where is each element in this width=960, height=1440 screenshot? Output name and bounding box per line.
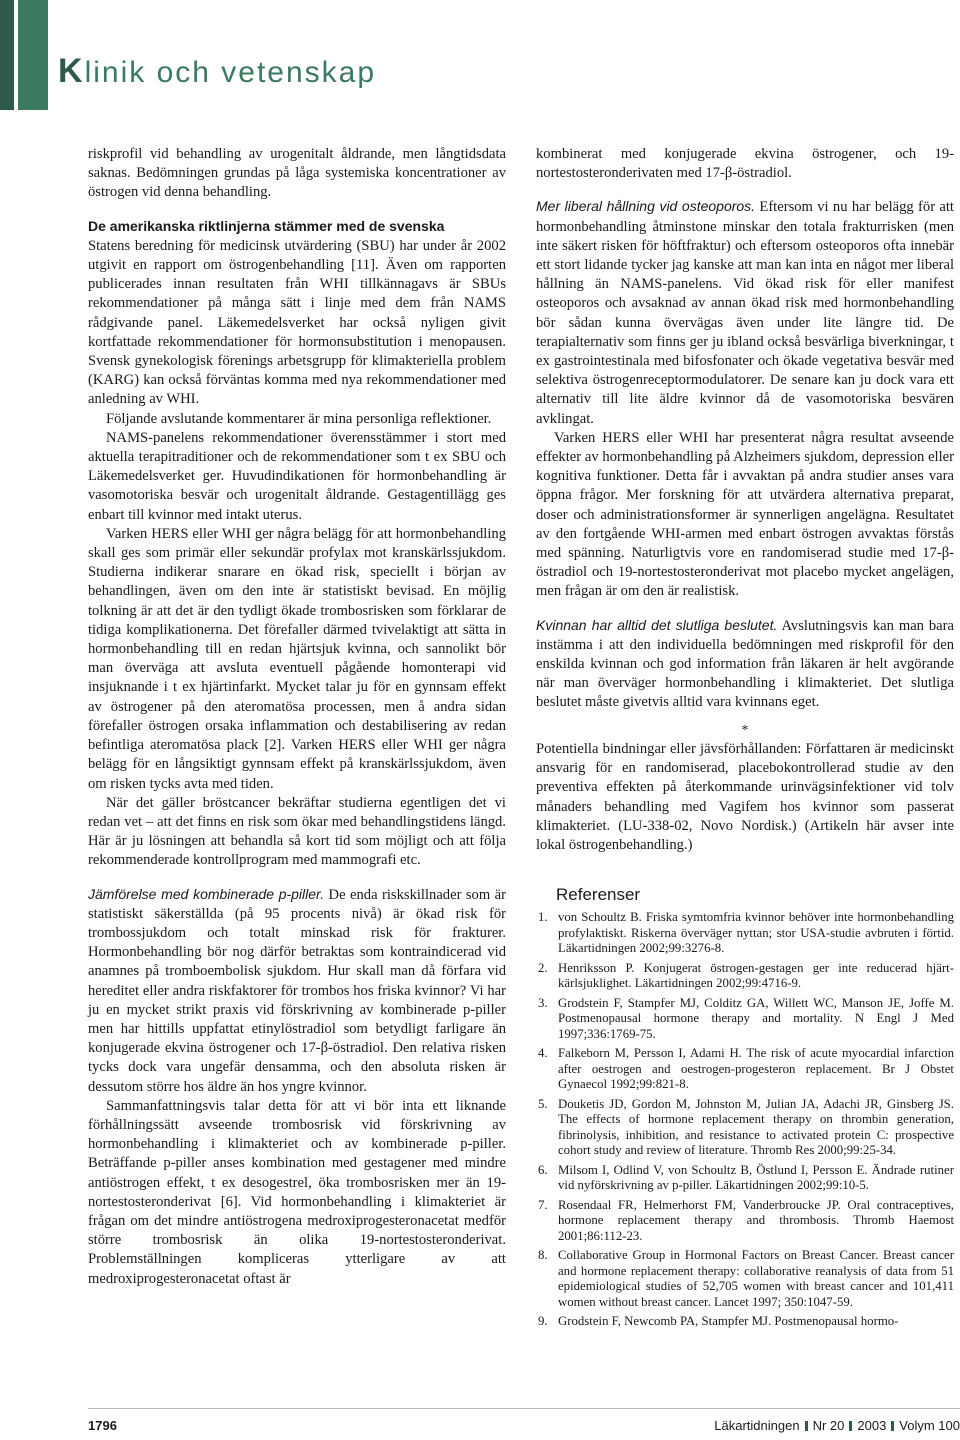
header-stripe-light (18, 0, 48, 110)
section-separator: * (741, 722, 749, 738)
reference-item: 6. Milsom I, Odlind V, von Schoultz B, Östlund I, Persson E. Ändrade rutiner vid nyförskrivning av p-piller. Läkartidningen 2002;99:10-5. (538, 1162, 954, 1193)
journal-info: Läkartidningen Nr 20 2003 Volym 100 (714, 1418, 960, 1433)
reference-item: 2. Henriksson P. Konjugerat östrogen-gestagen ger inte reducerad hjärt-kärlsjuklighet. Läkartidningen 2002;99:4716-9. (538, 960, 954, 991)
paragraph: När det gäller bröstcancer bekräftar studierna egentligen det vi redan vet – att det finns en risk som ökar med behandlingstidens längd. Här är ju lösningen att behandla så kort tid som möjligt och att följa rekommenderade kontrollprogram med mammografi etc. (88, 794, 506, 869)
paragraph: Sammanfattningsvis talar detta för att vi bör inta ett liknande förhållningssätt avseende trombosrisk vid förskrivning av hormonbehandling i klimakteriet och av kombinerade p-piller. Beträffande p-piller anses kombination med gestagener med mindre antiöstrogen effekt, t ex desogestrel, öka trombosrisken mer än 19-nortestosteronderivat [6]. Vid hormonbehandling i klimakteriet är frågan om det mindre antiöstrogena medroxiprogesteronacetat medför större trombosrisk än olika 19-nortestosteronderivat. Problemställningen kompliceras ytterligare av att medroxiprogesteronacetat oftast är (88, 1097, 506, 1287)
left-column (88, 145, 506, 1289)
reference-item: 3. Grodstein F, Stampfer MJ, Colditz GA, Willett WC, Manson JE, Joffe M. Postmenopausal hormone therapy and mortality. N Engl J Med 1997;336:1769-75. (538, 995, 954, 1041)
right-column (536, 145, 954, 1334)
separator-bar (849, 1421, 852, 1431)
reference-item: 4. Falkeborn M, Persson I, Adami H. The risk of acute myocardial infarction after oestrogen and oestrogen-progesteron replacement. Br J Obstet Gynaecol 1992;99:821-8. (538, 1046, 954, 1092)
paragraph: Jämförelse med kombinerade p-piller. De enda riskskillnader som är statistiskt säkerställda (på 95 procents nivå) är ökad risk för trombossjukdom och totalt minskad risk för frakturer. Hormonbehandling bör nog därför betraktas som kontraindicerad vid anamnes på tromboembolisk sjukdom. Hur skall man då förfara vid hereditet eller andra riskfaktorer för trombos hos friska kvinnor? Vi har ju en mycket strikt praxis vid förskrivning av kombinerade p-piller men har hittills uppfattat etinylöstradiol som betydligt farligare än konjugerade ekvina östrogener och 17-β-östradiol. Den relativa risken tycks dock vara ungefär densamma, och den absoluta risken är dessutom större hos äldre än hos yngre kvinnor. (88, 885, 506, 1095)
references-list (536, 910, 954, 1330)
separator-bar (891, 1421, 894, 1431)
paragraph: NAMS-panelens rekommendationer överensstämmer i stort med aktuella terapitraditioner och de rekommendationer som t ex SBU och Läkemedelsverket ger. Huvudindikationen för hormonbehandling är vasomotoriska besvär och urogenitalt åldrande. Gestagentillägg ges enbart till kvinnor med intakt uterus. (88, 429, 506, 523)
page-number: 1796 (88, 1418, 117, 1433)
paragraph: riskprofil vid behandling av urogenitalt åldrande, men långtidsdata saknas. Bedömningen grundas på låga systemiska koncentrationer av östrogen vid denna behandling. (88, 146, 506, 201)
section-lead: Jämförelse med kombinerade p-piller. (88, 885, 325, 902)
paragraph: Mer liberal hållning vid osteoporos. Eftersom vi nu har belägg för att hormonbehandling åtminstone minskar den totala frakturrisken (men inte säkert risken för höftfraktur) och eftersom osteoporos ofta innebär ett stort lidande tycker jag kanske att man kan inta en något mer liberal hållning än NAMS-panelens. Vid ökad risk för eller manifest osteoporos och avsaknad av annan ökad risk med hormonbehandling bör sådan kunna övervägas även under lite längre tid. De terapialternativ som finns ger ju ibland också besvärliga biverkningar, t ex gastrointestinala med bifosfonater och ökade vegetativa besvär med selektiva östrogenreceptormodulatorer. De senare kan ju dock vara ett alternativ till lite äldre kvinnor då de vasomotoriska besvären avklingat. (536, 198, 954, 427)
section-header (0, 0, 960, 130)
section-lead: Kvinnan har alltid det slutliga beslutet. (536, 616, 778, 633)
reference-item: 9. Grodstein F, Newcomb PA, Stampfer MJ. Postmenopausal hormo- (538, 1314, 899, 1329)
reference-item: 8. Collaborative Group in Hormonal Factors on Breast Cancer. Breast cancer and hormone replacement therapy: collaborative reanalysis of data from 51 epidemiological studies of 52,705 women with breast cancer and 101,411 women without breast cancer. Lancet 1997; 350:1047-59. (538, 1248, 954, 1309)
paragraph: Statens beredning för medicinsk utvärdering (SBU) har under år 2002 utgivit en rapport om östrogenbehandling [11]. Även om rapporten publicerades innan resultaten från WHI tillkännagavs är SBUs rekommendationer på många sätt i linje med dem från NAMS rådgivande panel. Läkemedelsverket har också nyligen givit kortfattade rekommendationer för hormonsubstitution i menopausen. Svensk gynekologisk förenings arbetsgrupp för klimakteriella problem (KARG) kan också förväntas komma med nya rekommendationer med anledning av WHI. (88, 237, 506, 408)
paragraph: Varken HERS eller WHI har presenterat några resultat avseende effekter av hormonbehandling på Alzheimers sjukdom, depression eller kognitiva funktioner. Detta får i avvaktan på andra studier anses vara öppna frågor. Mer forskning för att utvärdera alternativa preparat, doser och administrationsformer är synnerligen angelägna. Resultatet av den fortgående WHI-armen med enbart östrogen avvaktas förstås med spänning. Naturligtvis vore en randomiserad studie med 17-β-östradiol och 19-nortestosteronderivat mot placebo mycket angelägen, men frågan är om den är realistisk. (536, 429, 954, 600)
separator-bar (805, 1421, 808, 1431)
header-stripe-dark (0, 0, 14, 110)
references-title: Referenser (556, 885, 641, 905)
paragraph: kombinerat med konjugerade ekvina östrogener, och 19-nortestosteronderivaten med 17-β-östradiol. (536, 146, 954, 182)
paragraph: Följande avslutande kommentarer är mina personliga reflektioner. (106, 410, 492, 427)
reference-item: 7. Rosendaal FR, Helmerhorst FM, Vanderbroucke JP. Oral contraceptives, hormone replacement therapy and thrombosis. Thromb Haemost 2001;86:112-23. (538, 1197, 954, 1243)
reference-item: 1. von Schoultz B. Friska symtomfria kvinnor behöver inte hormonbehandling profylaktiskt. Riskerna överväger nyttan; stor USA-studie avbruten i förtid. Läkartidningen 2002;99:3276-8. (538, 910, 954, 956)
subheading: De amerikanska riktlinjerna stämmer med de svenska (88, 217, 445, 234)
section-lead: Mer liberal hållning vid osteoporos. (536, 198, 756, 215)
reference-item: 5. Douketis JD, Gordon M, Johnston M, Julian JA, Adachi JR, Ginsberg JS. The effects of hormone replacement therapy on thrombin generation, fibrinolysis, inhibition, and resistance to activated protein C: prospective cohort study and review of literature. Thromb Res 2000;99:25-34. (538, 1096, 954, 1158)
paragraph: Kvinnan har alltid det slutliga beslutet. Avslutningsvis kan man bara instämma i att den individuella bedömningen med riskprofil för den enskilda kvinnan och god information från läkaren är helt avgörande när man överväger hormonbehandling i klimakteriet. Det slutliga beslutet måste givetvis alltid vara kvinnans eget. (536, 616, 954, 711)
section-title: Klinik och vetenskap (58, 52, 377, 90)
paragraph: Varken HERS eller WHI ger några belägg för att hormonbehandling skall ges som primär eller sekundär profylax mot kranskärlssjukdom. Studierna indikerar snarare en ökad risk, speciellt i början av behandlingen, även om den inte är statistiskt bevisad. En möjlig tolkning är att det är den tydligt ökade trombosrisken som förklarar de tidiga komplikationerna. Det förefaller därmed tvivelaktigt att sätta in hormonbehandling till en redan hjärtsjuk kvinna, och sannolikt bör man överväga att avsluta eventuell pågående homonterapi vid insjuknande i t ex hjärtinfarkt. Mycket talar ju för en gynnsam effekt av östrogener på den ateromatösa processen, men å andra sidan förefaller östrogen orsaka inflammation och destabilisering av redan befintliga ateromatösa plack [2]. Varken HERS eller WHI ger några belägg för en långsiktigt gynnsam effekt på kranskärlssjukdom, även om risken tycks avta med tiden. (88, 525, 506, 792)
footer-rule (88, 1408, 960, 1409)
disclosure-paragraph: Potentiella bindningar eller jävsförhållanden: Författaren är medicinskt ansvarig för en randomiserad, placebokontrollerad studie av den preventiva effekten på återkommande urinvägsinfektioner vid tolv månaders behandling med Vagifem hos kvinnor som passerat klimakteriet. (LU-338-02, Novo Nordisk.) (Artikeln här avser inte lokal östrogenbehandling.) (536, 740, 954, 853)
